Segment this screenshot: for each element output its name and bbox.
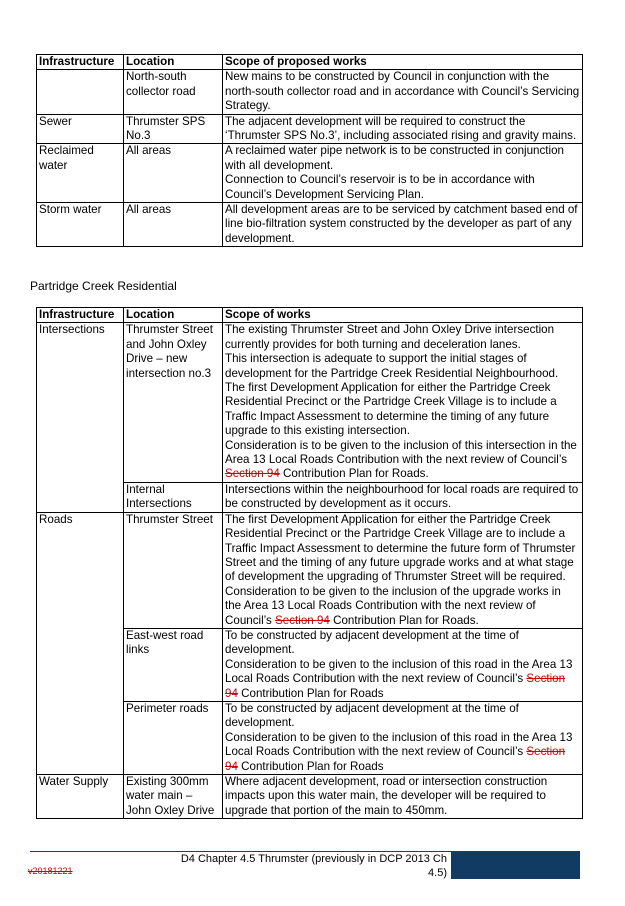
footer-text: D4 Chapter 4.5 Thrumster (previously in DCP 2013 Ch 4.5) [180, 853, 447, 879]
location-cell: Internal Intersections [124, 482, 223, 512]
location-cell: All areas [124, 203, 223, 247]
scope-text: New mains to be constructed by Council in conjunction with the north-south collector road and in accordance with Council’s Servicing Strategy. [225, 70, 580, 113]
scope-text [225, 731, 580, 774]
scope-cell [223, 628, 583, 701]
scope-cell [223, 144, 583, 203]
struck-section-ref: Section 94 [275, 613, 330, 627]
infrastructure-cell [37, 70, 124, 114]
scope-cell [223, 775, 583, 819]
table-row [37, 144, 583, 203]
scope-cell [223, 512, 583, 628]
scope-text-part: Consideration is to be given to the inclusion of this intersection in the Area 13 Local Roads Contribution with the next review of Council’s [225, 438, 577, 467]
struck-section-ref: Section 94 [225, 672, 566, 700]
header-scope: Scope of works [223, 308, 583, 323]
location-cell: Thrumster Street [124, 512, 223, 628]
scope-text-part: Contribution Plan for Roads. [279, 467, 429, 481]
section-heading: Partridge Creek Residential [30, 279, 177, 293]
scope-text: Connection to Council’s reservoir is to be in accordance with Council’s Development Servicing Plan. [225, 173, 535, 201]
header-location: Location [124, 308, 223, 323]
scope-cell [223, 203, 583, 247]
scope-text: A reclaimed water pipe network is to be constructed in conjunction with all development. [225, 144, 564, 172]
header-infrastructure: Infrastructure [37, 55, 124, 70]
table-row [37, 203, 583, 247]
scope-text-part: Contribution Plan for Roads [237, 686, 384, 700]
location-cell: Existing 300mm water main – John Oxley Drive [124, 775, 223, 819]
scope-text [225, 439, 580, 482]
scope-cell [223, 70, 583, 114]
location-cell: Perimeter roads [124, 701, 223, 774]
scope-text: The adjacent development will be required to construct the ‘Thrumster SPS No.3’, including associated rising and gravity mains. [225, 114, 577, 143]
table-row [37, 70, 583, 114]
footer-accent-block [451, 852, 580, 879]
scope-text-part: Consideration to be given to the inclusion of this road in the Area 13 Local Roads Contribution with the next review of Council’s [225, 657, 573, 686]
table-header-row [37, 55, 583, 70]
infrastructure-cell: Water Supply [37, 775, 124, 819]
location-cell: North-south collector road [124, 70, 223, 114]
scope-text: To be constructed by adjacent development at the time of development. [225, 628, 519, 657]
scope-text-part: Consideration to be given to the inclusion of this road in the Area 13 Local Roads Contribution with the next review of Council’s [225, 730, 573, 759]
table-row [37, 323, 583, 482]
scope-cell [223, 323, 583, 482]
scope-cell [223, 701, 583, 774]
table-row [37, 512, 583, 628]
version-label: v20181221 [28, 866, 73, 876]
header-scope: Scope of proposed works [223, 55, 583, 70]
infrastructure-table-2 [36, 307, 583, 819]
struck-section-ref: Section 94 [225, 745, 566, 773]
table-row [37, 775, 583, 819]
scope-text: This intersection is adequate to support the initial stages of development for the Partridge Creek Residential Neighbourhood. [225, 352, 559, 380]
table-row [37, 114, 583, 144]
scope-text: The first Development Application for either the Partridge Creek Residential Precinct or the Partridge Creek Village are to include a Traffic Impact Assessment to determine the future form of Thrumster Street and the timing of any future upgrade works and at what stage of development the upgrading of Thrumster Street will be required. [225, 512, 576, 584]
scope-text: To be constructed by adjacent development at the time of development. [225, 701, 519, 730]
struck-section-ref: Section 94 [225, 467, 280, 481]
scope-text-part: Contribution Plan for Roads [237, 759, 384, 773]
scope-text: Where adjacent development, road or intersection construction impacts upon this water main, the developer will be required to upgrade that portion of the main to 450mm. [225, 775, 548, 817]
infrastructure-cell: Sewer [37, 114, 124, 144]
scope-text: The first Development Application for either the Partridge Creek Residential Precinct or the Partridge Creek Village is to include a Traffic Impact Assessment to determine the timing of any future upgrade to this existing intersection. [225, 381, 557, 438]
scope-text [225, 585, 580, 628]
scope-text [225, 658, 580, 701]
infrastructure-cell: Roads [37, 512, 124, 774]
infrastructure-cell: Storm water [37, 203, 124, 247]
location-cell: Thrumster SPS No.3 [124, 114, 223, 144]
scope-text-part: Consideration to be given to the inclusion of the upgrade works in the Area 13 Local Roads Contribution with the next review of Council’s [225, 584, 561, 627]
scope-text: All development areas are to be serviced by catchment based end of line bio-filtration system constructed by the developer as part of any development. [225, 203, 578, 245]
header-location: Location [124, 55, 223, 70]
scope-cell [223, 114, 583, 144]
infrastructure-cell: Reclaimed water [37, 144, 124, 203]
table-header-row [37, 308, 583, 323]
scope-cell [223, 482, 583, 512]
scope-text: The existing Thrumster Street and John Oxley Drive intersection currently provides for both turning and deceleration lanes. [225, 323, 555, 351]
infrastructure-table-1 [36, 54, 583, 247]
scope-text: Intersections within the neighbourhood for local roads are required to be constructed by development as it occurs. [225, 482, 579, 511]
location-cell: Thrumster Street and John Oxley Drive – new intersection no.3 [124, 323, 223, 482]
header-infrastructure: Infrastructure [37, 308, 124, 323]
location-cell: All areas [124, 144, 223, 203]
location-cell: East-west road links [124, 628, 223, 701]
infrastructure-cell: Intersections [37, 323, 124, 512]
scope-text-part: Contribution Plan for Roads. [329, 613, 479, 627]
